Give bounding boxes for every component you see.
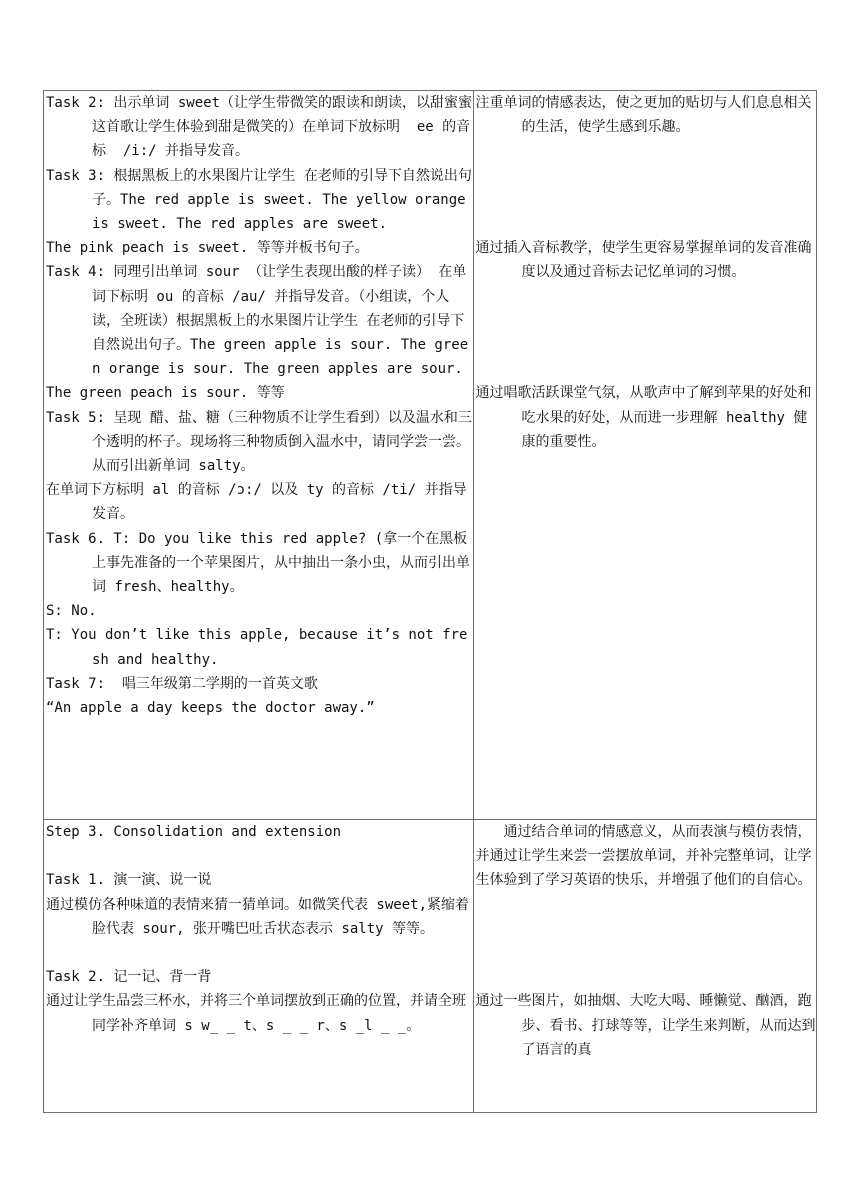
purpose-cell	[473, 820, 816, 1113]
task-2-heading: Task 2. 记一记、背一背	[46, 969, 212, 986]
purpose-consolidation: 通过结合单词的情感意义，从而表演与模仿表情，并通过让学生来尝一尝摆放单词，并补完整单词，让学生体验到了学习英语的快乐，并增强了他们的自信心。	[475, 824, 812, 889]
teacher-line: T: You don’t like this apple, because it’s not fresh and healthy.	[46, 627, 468, 668]
task-1-body: 通过模仿各种味道的表情来猜一猜单词。如微笑代表 sweet,紧缩着脸代表 sour, 张开嘴巴吐舌状态表示 salty 等等。	[46, 896, 469, 937]
purpose-emotion: 注重单词的情感表达，使之更加的贴切与人们息息相关的生活，使学生感到乐趣。	[475, 95, 812, 136]
activity-cell	[44, 91, 474, 820]
purpose-song: 通过唱歌活跃课堂气氛，从歌声中了解到苹果的好处和吃水果的好处，从而进一步理解 healthy 健康的重要性。	[475, 385, 812, 450]
task-3-continued: The pink peach is sweet. 等等并板书句子。	[46, 240, 369, 257]
purpose-judgement: 通过一些图片，如抽烟、大吃大喝、睡懒觉、酗酒，跑步、看书、打球等等，让学生来判断，从而达到了语言的真	[475, 993, 816, 1058]
task-4-continued: The green peach is sour. 等等	[46, 385, 285, 402]
spacer	[476, 893, 816, 990]
table-row	[44, 91, 817, 820]
task-6: Task 6. T: Do you like this red apple? (拿一个在黑板上事先准备的一个苹果图片，从中抽出一条小虫，从而引出单词 fresh、healthy。	[46, 530, 470, 596]
purpose-phonetics: 通过插入音标教学，使学生更容易掌握单词的发音准确度以及通过音标去记忆单词的习惯。	[475, 240, 812, 281]
spacer	[476, 139, 816, 236]
task-1-heading: Task 1. 演一演、说一说	[46, 872, 212, 889]
table-row	[44, 820, 817, 1113]
task-5-continued: 在单词下方标明 al 的音标 /ɔ:/ 以及 ty 的音标 /ti/ 并指导发音。	[46, 482, 467, 523]
song-title: “An apple a day keeps the doctor away.”	[46, 700, 375, 717]
task-2-body: 通过让学生品尝三杯水，并将三个单词摆放到正确的位置，并请全班同学补齐单词 s w_ _ t、s _ _ r、s _l _ _。	[46, 993, 466, 1034]
blank-line	[46, 844, 473, 868]
task-2: Task 2: 出示单词 sweet（让学生带微笑的跟读和朗读，以甜蜜蜜这首歌让学生体验到甜是微笑的）在单词下放标明 ee 的音标 /i:/ 并指导发音。	[46, 95, 473, 160]
task-4: Task 4: 同理引出单词 sour （让学生表现出酸的样子读） 在单词下标明 ou 的音标 /au/ 并指导发音。（小组读，个人读，全班读）根据黑板上的水果图片让学生 在老师的引导下自然说出句子。The green apple is sour. The green orange is sour. The green apples are sour.	[46, 264, 469, 378]
task-5: Task 5: 呈现 醋、盐、糖（三种物质不让学生看到）以及温水和三个透明的杯子。现场将三种物质倒入温水中，请同学尝一尝。从而引出新单词 salty。	[46, 409, 472, 475]
lesson-plan-table	[43, 90, 817, 1113]
activity-cell	[44, 820, 474, 1113]
step-3-heading: Step 3. Consolidation and extension	[46, 824, 342, 840]
purpose-cell	[473, 91, 816, 820]
spacer	[476, 285, 816, 382]
task-7: Task 7: 唱三年级第二学期的一首英文歌	[46, 675, 318, 692]
blank-line	[46, 941, 473, 965]
student-reply: S: No.	[46, 603, 97, 620]
task-3: Task 3: 根据黑板上的水果图片让学生 在老师的引导下自然说出句子。The red apple is sweet. The yellow orange is sweet. The red apples are sweet.	[46, 167, 475, 233]
